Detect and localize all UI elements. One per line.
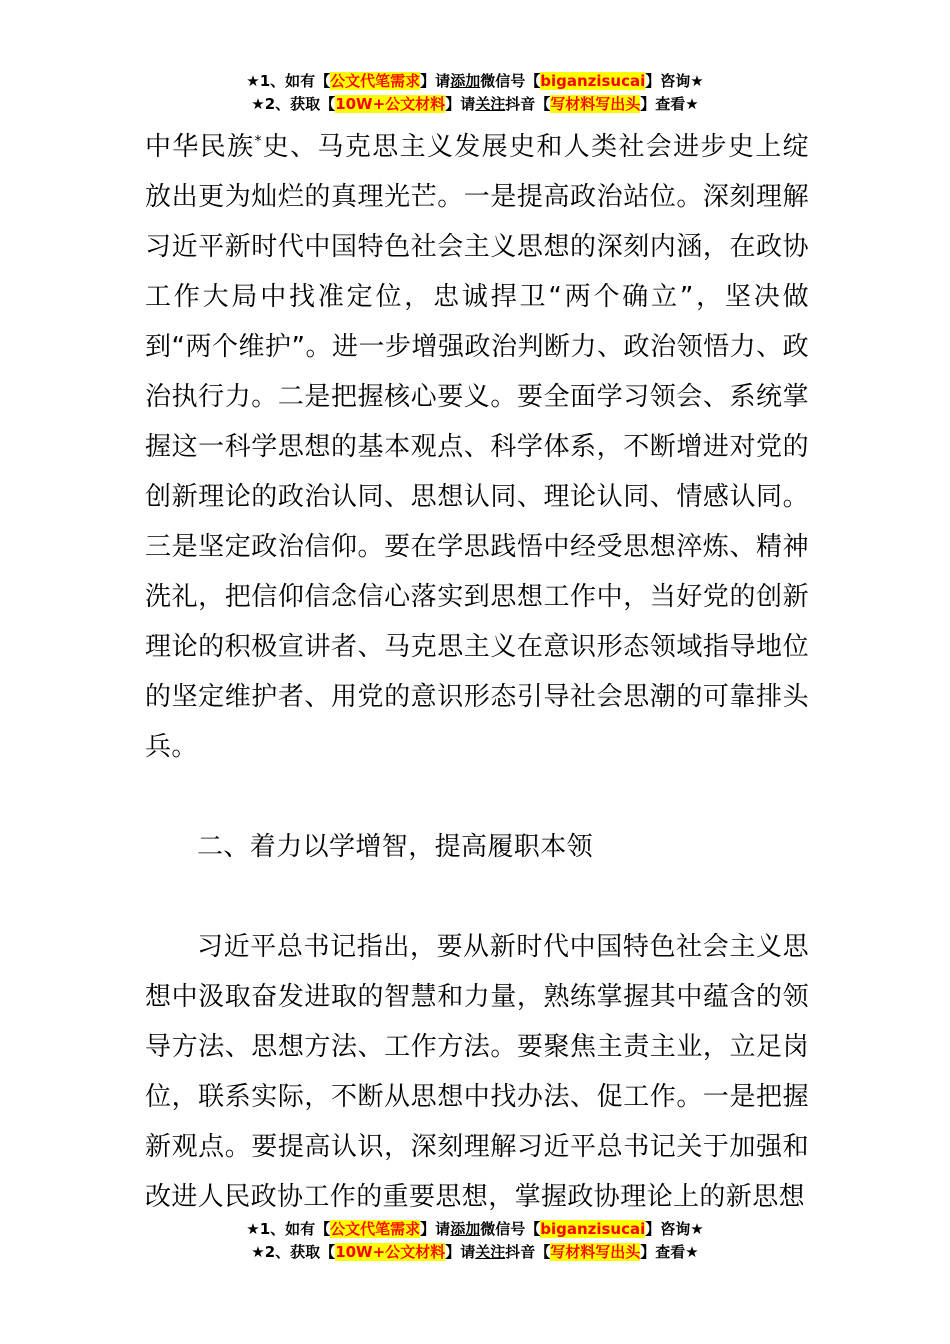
footnote-mark: * <box>254 133 262 150</box>
banner-text: 】咨询★ <box>645 1220 704 1238</box>
highlight-douyin-account: 写材料写出头 <box>550 1243 641 1261</box>
banner-line-1 <box>0 70 950 93</box>
banner-line-2 <box>0 93 950 116</box>
banner-line-1 <box>0 1218 950 1241</box>
banner-text: 】咨询★ <box>645 72 704 90</box>
highlight-writing-service: 公文代笔需求 <box>330 72 421 90</box>
banner-text: 抖音【 <box>505 1243 551 1261</box>
banner-underlined-text: 添加 <box>450 1220 481 1238</box>
footer-banner <box>0 1218 950 1264</box>
banner-underlined-text: 关注 <box>475 95 506 113</box>
highlight-wechat-id: biganzisucai <box>540 72 646 90</box>
banner-line-2 <box>0 1241 950 1264</box>
banner-text: 】请 <box>445 95 476 113</box>
banner-text: 】请 <box>445 1243 476 1261</box>
section-heading-2: 二、着力以学增智，提高履职本领 <box>197 832 594 862</box>
header-banner <box>0 70 950 116</box>
banner-text: 】查看★ <box>640 95 699 113</box>
banner-text: ★1、如有【 <box>246 1220 331 1238</box>
banner-text: ★2、获取【 <box>251 95 336 113</box>
banner-underlined-text: 关注 <box>475 1243 506 1261</box>
paragraph-text: 中华民族 <box>145 132 255 162</box>
highlight-materials: 10W+公文材料 <box>335 95 446 113</box>
banner-text: 微信号【 <box>480 72 541 90</box>
paragraph-2: 习近平总书记指出，要从新时代中国特色社会主义思想中汲取奋发进取的智慧和力量，熟练掌握其中蕴含的领导方法、思想方法、工作方法。要聚焦主责主业，立足岗位，联系实际，不断从思想中找办法、促工作。一是把握新观点。要提高认识，深刻理解习近平总书记关于加强和改进人民政协工作的重要思想，掌握政协理论上的新思想 <box>145 932 809 1212</box>
paragraph-1 <box>145 122 809 772</box>
banner-text: ★2、获取【 <box>251 1243 336 1261</box>
highlight-writing-service: 公文代笔需求 <box>330 1220 421 1238</box>
highlight-materials: 10W+公文材料 <box>335 1243 446 1261</box>
banner-underlined-text: 添加 <box>450 72 481 90</box>
paragraph-text: 史、马克思主义发展史和人类社会进步史上绽放出更为灿烂的真理光芒。一是提高政治站位。深刻理解习近平新时代中国特色社会主义思想的深刻内涵，在政协工作大局中找准定位，忠诚捍卫“两个确立”，坚决做到“两个维护”。进一步增强政治判断力、政治领悟力、政治执行力。二是把握核心要义。要全面学习领会、系统掌握这一科学思想的基本观点、科学体系，不断增进对党的创新理论的政治认同、思想认同、理论认同、情感认同。三是坚定政治信仰。要在学思践悟中经受思想淬炼、精神洗礼，把信仰信念信心落实到思想工作中，当好党的创新理论的积极宣讲者、马克思主义在意识形态领域指导地位的坚定维护者、用党的意识形态引导社会思潮的可靠排头兵。 <box>145 132 809 762</box>
highlight-wechat-id: biganzisucai <box>540 1220 646 1238</box>
banner-text: 微信号【 <box>480 1220 541 1238</box>
highlight-douyin-account: 写材料写出头 <box>550 95 641 113</box>
banner-text: 抖音【 <box>505 95 551 113</box>
document-body <box>145 122 809 1222</box>
banner-text: ★1、如有【 <box>246 72 331 90</box>
banner-text: 】查看★ <box>640 1243 699 1261</box>
banner-text: 】请 <box>420 72 451 90</box>
banner-text: 】请 <box>420 1220 451 1238</box>
